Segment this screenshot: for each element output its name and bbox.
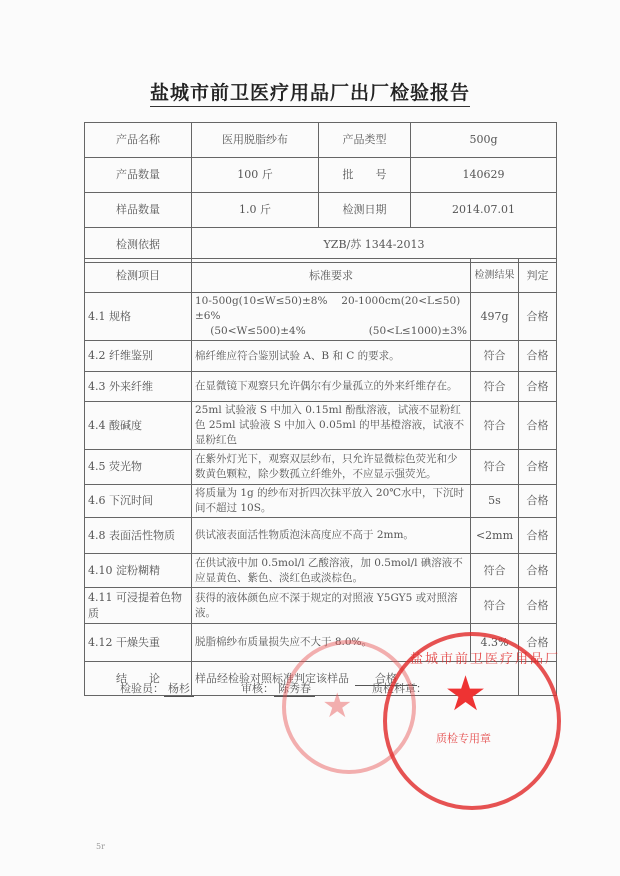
judgement: 合格 (519, 588, 557, 624)
result: 符合 (471, 588, 519, 624)
label: 检测日期 (319, 193, 411, 228)
label: 产品名称 (85, 123, 192, 158)
result: 符合 (471, 341, 519, 372)
header-judgement: 判定 (519, 259, 557, 293)
result: 符合 (471, 402, 519, 450)
table-row (85, 293, 557, 341)
judgement: 合格 (519, 372, 557, 402)
table-row (85, 372, 557, 402)
test-results-table (84, 258, 557, 696)
requirement: 25ml 试验液 S 中加入 0.15ml 酚酞溶液，试液不显粉红色 25ml 试验液 S 中加入 0.05ml 的甲基橙溶液，试液不显粉红色 (192, 402, 471, 450)
reviewer-name: 陈秀春 (274, 680, 315, 697)
item: 4.6 下沉时间 (85, 485, 192, 518)
requirement: 获得的液体颜色应不深于规定的对照液 Y5GY5 或对照溶液。 (192, 588, 471, 624)
req-line: 10-500g(10≤W≤50)±8% 20-1000cm(20<L≤50)±6% (195, 295, 461, 322)
header-requirement: 标准要求 (192, 259, 471, 293)
header-item: 检测项目 (85, 259, 192, 293)
judgement: 合格 (519, 293, 557, 341)
inspector-label: 检验员： (120, 682, 164, 695)
result: <2mm (471, 518, 519, 554)
item: 4.12 干燥失重 (85, 624, 192, 662)
requirement: 将质量为 1g 的纱布对折四次抹平放入 20℃水中，下沉时间不超过 10S。 (192, 485, 471, 518)
result: 497g (471, 293, 519, 341)
item: 4.5 荧光物 (85, 450, 192, 485)
seal-label: 质检科章： (372, 682, 427, 695)
value: 500g (411, 123, 557, 158)
table-row (85, 518, 557, 554)
item: 4.1 规格 (85, 293, 192, 341)
label: 产品类型 (319, 123, 411, 158)
label: 检测依据 (85, 228, 192, 263)
star-icon: ★ (444, 666, 488, 722)
requirement: 供试液表面活性物质泡沫高度应不高于 2mm。 (192, 518, 471, 554)
title-text: 盐城市前卫医疗用品厂出厂检验报告 (150, 82, 470, 107)
table-row (85, 485, 557, 518)
requirement: 棉纤维应符合鉴别试验 A、B 和 C 的要求。 (192, 341, 471, 372)
judgement: 合格 (519, 402, 557, 450)
value: 2014.07.01 (411, 193, 557, 228)
result: 符合 (471, 450, 519, 485)
table-row (85, 402, 557, 450)
label: 产品数量 (85, 158, 192, 193)
judgement: 合格 (519, 450, 557, 485)
reviewer-label: 审核： (241, 682, 274, 695)
table-row (85, 123, 557, 158)
result: 符合 (471, 372, 519, 402)
judgement: 合格 (519, 554, 557, 588)
requirement: 在供试液中加 0.5mol/l 乙酸溶液，加 0.5mol/l 碘溶液不应显黄色、紫色、淡红色或淡棕色。 (192, 554, 471, 588)
report-title (0, 78, 620, 105)
item: 4.4 酸碱度 (85, 402, 192, 450)
stamp-text: 盐城市前卫医疗用品厂 (410, 652, 561, 667)
requirement (192, 293, 471, 341)
conclusion-sentence: 样品经检验对照标准判定该样品 (195, 671, 349, 685)
judgement: 合格 (519, 518, 557, 554)
item: 4.8 表面活性物质 (85, 518, 192, 554)
conclusion-label: 结 论 (85, 662, 192, 696)
value: 140629 (411, 158, 557, 193)
label: 样品数量 (85, 193, 192, 228)
requirement: 在显微镜下观察只允许偶尔有少量孤立的外来纤维存在。 (192, 372, 471, 402)
header-result: 检测结果 (471, 259, 519, 293)
table-row (85, 554, 557, 588)
table-row (85, 588, 557, 624)
item: 4.10 淀粉糊精 (85, 554, 192, 588)
header-row (85, 259, 557, 293)
value: 医用脱脂纱布 (192, 123, 319, 158)
inspector-name: 杨杉 (164, 680, 194, 697)
judgement: 合格 (519, 485, 557, 518)
requirement: 在紫外灯光下，观察双层纱布，只允许显微棕色荧光和少数黄色颗粒，除少数孤立纤维外，不应显示强荧光。 (192, 450, 471, 485)
conclusion-value: 合格 (355, 672, 417, 686)
table-row (85, 341, 557, 372)
product-info-table (84, 122, 557, 263)
footer-mark: 5r (96, 842, 105, 851)
result: 符合 (471, 554, 519, 588)
requirement: 脱脂棉纱布质量损失应不大于 8.0%。 (192, 624, 471, 662)
table-row (85, 158, 557, 193)
value: 100 斤 (192, 158, 319, 193)
value: 1.0 斤 (192, 193, 319, 228)
req-line: (50<W≤500)±4% (50<L≤1000)±3% (210, 325, 467, 337)
label: 批 号 (319, 158, 411, 193)
result: 4.3% (471, 624, 519, 662)
star-icon: ★ (322, 686, 353, 726)
value: YZB/苏 1344-2013 (192, 228, 557, 263)
item: 4.2 纤维鉴别 (85, 341, 192, 372)
judgement: 合格 (519, 624, 557, 662)
table-row (85, 193, 557, 228)
table-row (85, 450, 557, 485)
judgement: 合格 (519, 341, 557, 372)
item: 4.11 可浸提着色物质 (85, 588, 192, 624)
stamp-subtext: 质检专用章 (436, 732, 491, 745)
result: 5s (471, 485, 519, 518)
item: 4.3 外来纤维 (85, 372, 192, 402)
